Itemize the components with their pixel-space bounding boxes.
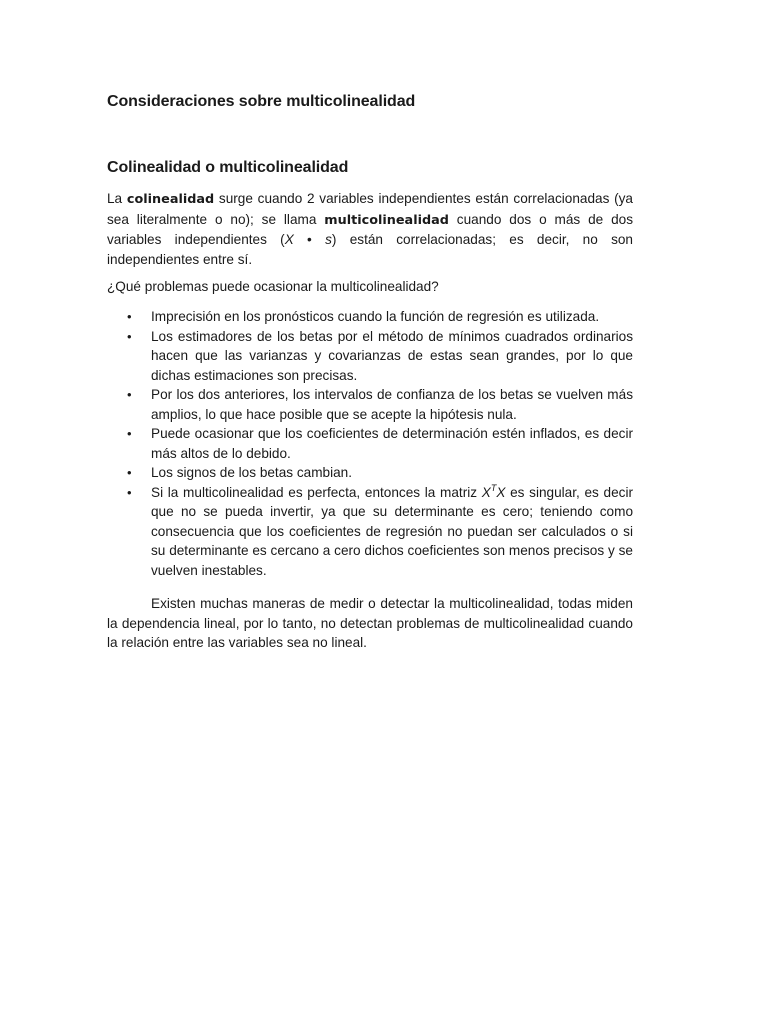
math-s: s xyxy=(325,232,332,247)
list-item-text: Puede ocasionar que los coeficientes de determinación estén inflados, es decir más altos de lo debido. xyxy=(151,426,633,461)
list-item xyxy=(107,424,633,463)
list-item-text: Los signos de los betas cambian. xyxy=(151,465,353,480)
bullet-icon: • xyxy=(127,465,132,480)
bullet-icon: • xyxy=(127,484,132,500)
list-item xyxy=(107,327,633,386)
para1-text-3: cuando dos o más de dos variables independientes ( xyxy=(107,211,633,247)
list-item-text: Los estimadores de los betas por el método de mínimos cuadrados ordinarios hacen que las varianzas y covarianzas de estas sean grandes, por lo que dichas estimaciones son precisas. xyxy=(151,328,633,383)
section-heading: Colinealidad o multicolinealidad xyxy=(107,159,349,176)
list-item xyxy=(107,483,633,581)
bullet-icon: • xyxy=(127,309,132,324)
keyword-multicolinealidad: multicolinealidad xyxy=(324,212,449,228)
list-item xyxy=(107,307,633,327)
keyword-colinealidad: colinealidad xyxy=(126,192,215,207)
math-x: X xyxy=(481,484,491,500)
list-item-text: Imprecisión en los pronósticos cuando la función de regresión es utilizada. xyxy=(151,309,600,324)
list-item xyxy=(107,463,633,483)
document-page xyxy=(107,92,633,650)
bullet-icon: • xyxy=(127,426,132,441)
bullet-icon: • xyxy=(127,387,132,402)
closing-paragraph: Existen muchas maneras de medir o detectar la multicolinealidad, todas miden la dependencia lineal, por lo tanto, no detectan problemas de multicolinealidad cuando la relación entre las variables sea no lineal. xyxy=(107,596,633,650)
list-item-text: Por los dos anteriores, los intervalos de confianza de los betas se vuelven más amplios, lo que hace posible que se acepte la hipótesis nula. xyxy=(151,387,633,422)
document-title: Consideraciones sobre multicolinealidad xyxy=(107,93,416,110)
question-text: ¿Qué problemas puede ocasionar la multicolinealidad? xyxy=(107,279,439,294)
math-x: X xyxy=(496,484,506,500)
para1-text-1: La xyxy=(107,191,127,206)
problems-list xyxy=(107,307,633,580)
para1-text-5: ) están correlacionadas; es decir, no son independientes entre sí. xyxy=(107,232,633,267)
bullet6-text-1: Si la multicolinealidad es perfecta, entonces la matriz xyxy=(151,484,482,500)
math-x: X xyxy=(284,232,294,247)
bullet6-text-2: es singular, es decir que no se pueda invertir, ya que su determinante es cero; teniendo como consecuencia que los coeficientes de regresión no puedan ser calculados o si su determinante es cercano a cero dichos coeficientes son menos precisos y se vuelven inestables. xyxy=(151,484,633,578)
list-item xyxy=(107,385,633,424)
para1-text-4: • xyxy=(293,232,326,247)
intro-paragraph xyxy=(107,189,633,269)
para1-text-2: surge cuando 2 variables independientes están correlacionadas (ya sea literalmente o no); se llama xyxy=(107,191,633,227)
bullet-icon: • xyxy=(127,328,132,344)
math-transpose: T xyxy=(490,482,497,493)
